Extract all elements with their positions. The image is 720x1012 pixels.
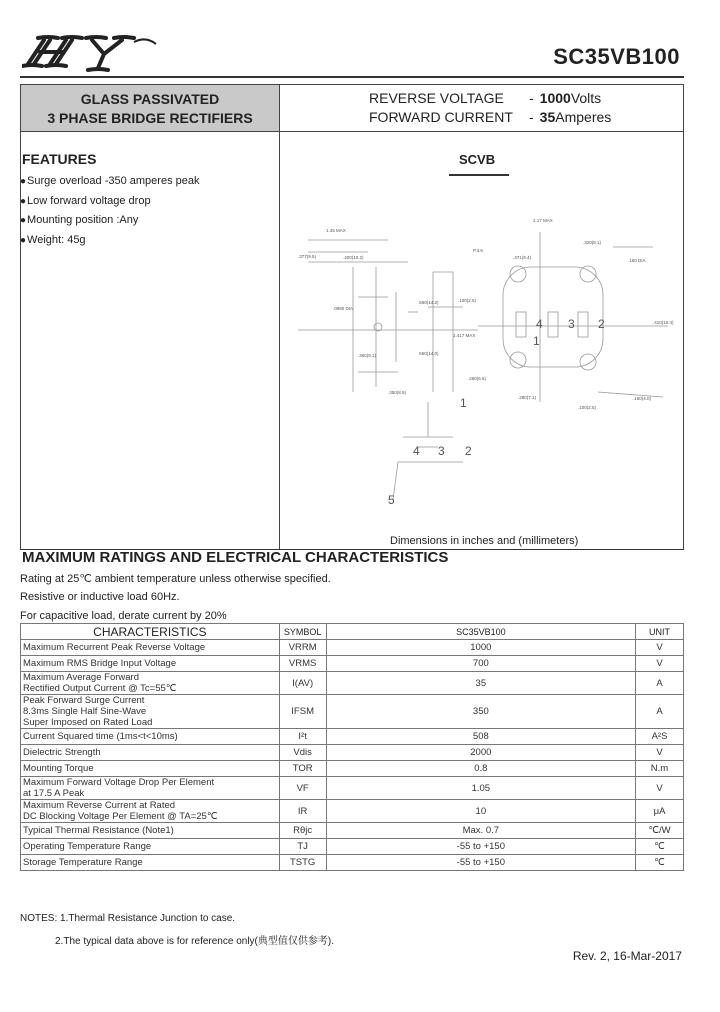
unit-cell: V	[636, 640, 684, 656]
symbol-cell: TSTG	[279, 855, 326, 871]
table-row	[21, 729, 684, 745]
characteristic-line: Rectified Output Current @ Tc=55℃	[23, 683, 177, 694]
unit-cell: V	[636, 656, 684, 672]
rating-condition: Resistive or inductive load 60Hz.	[20, 591, 180, 603]
table-row	[21, 640, 684, 656]
forward-current-row	[369, 108, 611, 127]
footnote-2: 2.The typical data above is for reference only(典型值仅供参考).	[55, 936, 334, 947]
characteristic-cell	[21, 695, 280, 729]
schematic	[393, 402, 463, 500]
table-row	[21, 672, 684, 695]
reverse-voltage-dash: -	[529, 90, 534, 106]
symbol-cell: TJ	[279, 839, 326, 855]
pin-label: 4	[536, 317, 543, 331]
symbol-cell: VF	[279, 777, 326, 800]
characteristic-line: Maximum Forward Voltage Drop Per Element	[23, 777, 215, 788]
value-cell: 10	[326, 800, 635, 823]
characteristic-line: Mounting Torque	[23, 763, 94, 774]
svg-text:.260(6.6): .260(6.6)	[468, 376, 487, 381]
unit-cell: A	[636, 672, 684, 695]
package-outline-drawing	[278, 212, 678, 522]
reverse-voltage-value: 1000	[539, 90, 571, 106]
pin-label: 1	[460, 396, 467, 410]
svg-text:.100(2.5): .100(2.5)	[578, 405, 597, 410]
forward-current-unit: Amperes	[555, 109, 612, 125]
characteristic-line: 8.3ms Single Half Sine-Wave	[23, 706, 147, 717]
features-list	[20, 172, 200, 250]
svg-text:.0960 DIA: .0960 DIA	[333, 306, 354, 311]
electrical-summary	[369, 89, 611, 127]
dimensions-note: Dimensions in inches and (millimeters)	[390, 535, 579, 547]
unit-cell: A	[636, 695, 684, 729]
revision-date: Rev. 2, 16-Mar-2017	[572, 949, 682, 963]
reverse-voltage-unit: Volts	[570, 90, 602, 106]
col-header: SC35VB100	[326, 624, 635, 640]
characteristic-cell	[21, 855, 280, 871]
pin-label: 4	[413, 444, 420, 458]
svg-text:.350(8.9): .350(8.9)	[388, 390, 407, 395]
symbol-cell: I(AV)	[279, 672, 326, 695]
characteristic-cell	[21, 672, 280, 695]
unit-cell: N.m	[636, 761, 684, 777]
logo-y-glyph	[86, 37, 134, 70]
product-type-line2: 3 PHASE BRIDGE RECTIFIERS	[47, 110, 253, 126]
value-cell: 1.05	[326, 777, 635, 800]
product-type-line1: GLASS PASSIVATED	[80, 91, 220, 107]
symbol-cell: Rθjc	[279, 823, 326, 839]
characteristic-cell	[21, 729, 280, 745]
feature-item: ● Mounting position :Any	[20, 211, 200, 231]
table-row	[21, 745, 684, 761]
value-cell: 350	[326, 695, 635, 729]
characteristic-line: at 17.5 A Peak	[23, 788, 85, 799]
table-row	[21, 823, 684, 839]
characteristic-cell	[21, 656, 280, 672]
unit-cell: ℃/W	[636, 823, 684, 839]
pin-label: 2	[465, 444, 472, 458]
characteristic-cell	[21, 823, 280, 839]
characteristic-cell	[21, 800, 280, 823]
symbol-cell: VRRM	[279, 640, 326, 656]
svg-text:P.3.6: P.3.6	[473, 248, 483, 253]
side-view	[298, 240, 478, 392]
svg-text:.377(9.5): .377(9.5)	[298, 254, 317, 259]
value-cell: -55 to +150	[326, 855, 635, 871]
pin-label: 1	[533, 334, 540, 348]
rating-condition: Rating at 25℃ ambient temperature unless otherwise specified.	[20, 573, 331, 585]
unit-cell: A²S	[636, 729, 684, 745]
characteristic-line: Typical Thermal Resistance (Note1)	[23, 825, 174, 836]
package-name: SCVB	[459, 152, 496, 167]
svg-text:.100(2.5): .100(2.5)	[458, 298, 477, 303]
characteristic-line: Peak Forward Surge Current	[23, 695, 145, 706]
characteristic-line: DC Blocking Voltage Per Element @ TA=25℃	[23, 811, 218, 822]
svg-text:1.17 MAX: 1.17 MAX	[533, 218, 553, 223]
pin-label: 3	[438, 444, 445, 458]
table-row	[21, 777, 684, 800]
symbol-cell: IR	[279, 800, 326, 823]
value-cell: 700	[326, 656, 635, 672]
characteristic-cell	[21, 839, 280, 855]
pin-label: 3	[568, 317, 575, 331]
symbol-cell: IFSM	[279, 695, 326, 729]
reverse-voltage-label: REVERSE VOLTAGE	[369, 90, 504, 106]
svg-text:.410(10.4): .410(10.4)	[653, 320, 674, 325]
svg-text:.160 DIA: .160 DIA	[628, 258, 646, 263]
value-cell: 35	[326, 672, 635, 695]
characteristic-cell	[21, 745, 280, 761]
forward-current-label: FORWARD CURRENT	[369, 109, 513, 125]
table-row	[21, 839, 684, 855]
feature-item: ● Low forward voltage drop	[20, 192, 200, 212]
pin-label: 5	[388, 493, 395, 507]
unit-cell: μA	[636, 800, 684, 823]
logo-h-glyph	[22, 37, 82, 66]
table-header-row	[21, 624, 684, 640]
company-logo	[22, 34, 157, 74]
title-block	[20, 84, 684, 132]
value-cell: -55 to +150	[326, 839, 635, 855]
feature-item: ● Weight: 45g	[20, 231, 200, 251]
package-name-underline	[449, 174, 509, 176]
table-row	[21, 855, 684, 871]
svg-text:.160(4.0): .160(4.0)	[633, 396, 652, 401]
value-cell: 1000	[326, 640, 635, 656]
feature-item: ● Surge overload -350 amperes peak	[20, 172, 200, 192]
svg-text:.360(9.1): .360(9.1)	[358, 353, 377, 358]
value-cell: Max. 0.7	[326, 823, 635, 839]
unit-cell: V	[636, 745, 684, 761]
col-header: SYMBOL	[279, 624, 326, 640]
col-header: UNIT	[636, 624, 684, 640]
footnote-1: NOTES: 1.Thermal Resistance Junction to case.	[20, 913, 236, 924]
svg-text:.550(14.0): .550(14.0)	[418, 351, 439, 356]
header-rule	[20, 76, 684, 78]
forward-current-value: 35	[539, 109, 556, 125]
svg-text:1.45 MAX: 1.45 MAX	[326, 228, 346, 233]
characteristic-line: Maximum Reverse Current at Rated	[23, 800, 176, 811]
characteristic-line: Maximum Recurrent Peak Reverse Voltage	[23, 642, 206, 653]
col-header: CHARACTERISTICS	[21, 624, 280, 640]
characteristic-line: Dielectric Strength	[23, 747, 101, 758]
unit-cell: ℃	[636, 839, 684, 855]
characteristic-cell	[21, 640, 280, 656]
svg-text:.371(9.4): .371(9.4)	[513, 255, 532, 260]
characteristic-line: Storage Temperature Range	[23, 857, 143, 868]
table-row	[21, 695, 684, 729]
svg-text:.280(7.1): .280(7.1)	[518, 395, 537, 400]
characteristic-line: Operating Temperature Range	[23, 841, 152, 852]
symbol-cell: Vdis	[279, 745, 326, 761]
value-cell: 508	[326, 729, 635, 745]
table-row	[21, 656, 684, 672]
pin-label: 2	[598, 317, 605, 331]
value-cell: 0.8	[326, 761, 635, 777]
features-title: FEATURES	[22, 151, 97, 167]
symbol-cell: VRMS	[279, 656, 326, 672]
unit-cell: ℃	[636, 855, 684, 871]
characteristic-cell	[21, 761, 280, 777]
ratings-title: MAXIMUM RATINGS AND ELECTRICAL CHARACTERISTICS	[22, 549, 449, 566]
svg-text:.320(8.1): .320(8.1)	[583, 240, 602, 245]
svg-text:.560(14.2): .560(14.2)	[418, 300, 439, 305]
svg-text:.400(10.2): .400(10.2)	[343, 255, 364, 260]
characteristic-line: Current Squared time (1ms<t<10ms)	[23, 731, 178, 742]
svg-text:1.417 MAX: 1.417 MAX	[453, 333, 476, 338]
forward-current-dash: -	[529, 109, 534, 125]
rating-condition: For capacitive load, derate current by 20%	[20, 610, 227, 622]
product-type-panel	[21, 85, 280, 131]
table-row	[21, 800, 684, 823]
characteristic-line: Maximum RMS Bridge Input Voltage	[23, 658, 177, 669]
symbol-cell: I²t	[279, 729, 326, 745]
symbol-cell: TOR	[279, 761, 326, 777]
table-row	[21, 761, 684, 777]
table-body	[21, 640, 684, 871]
unit-cell: V	[636, 777, 684, 800]
characteristic-cell	[21, 777, 280, 800]
reverse-voltage-row	[369, 89, 611, 108]
value-cell: 2000	[326, 745, 635, 761]
characteristic-line: Maximum Average Forward	[23, 672, 139, 683]
characteristic-line: Super Imposed on Rated Load	[23, 717, 153, 728]
part-number: SC35VB100	[553, 44, 680, 69]
characteristics-table	[20, 623, 684, 871]
